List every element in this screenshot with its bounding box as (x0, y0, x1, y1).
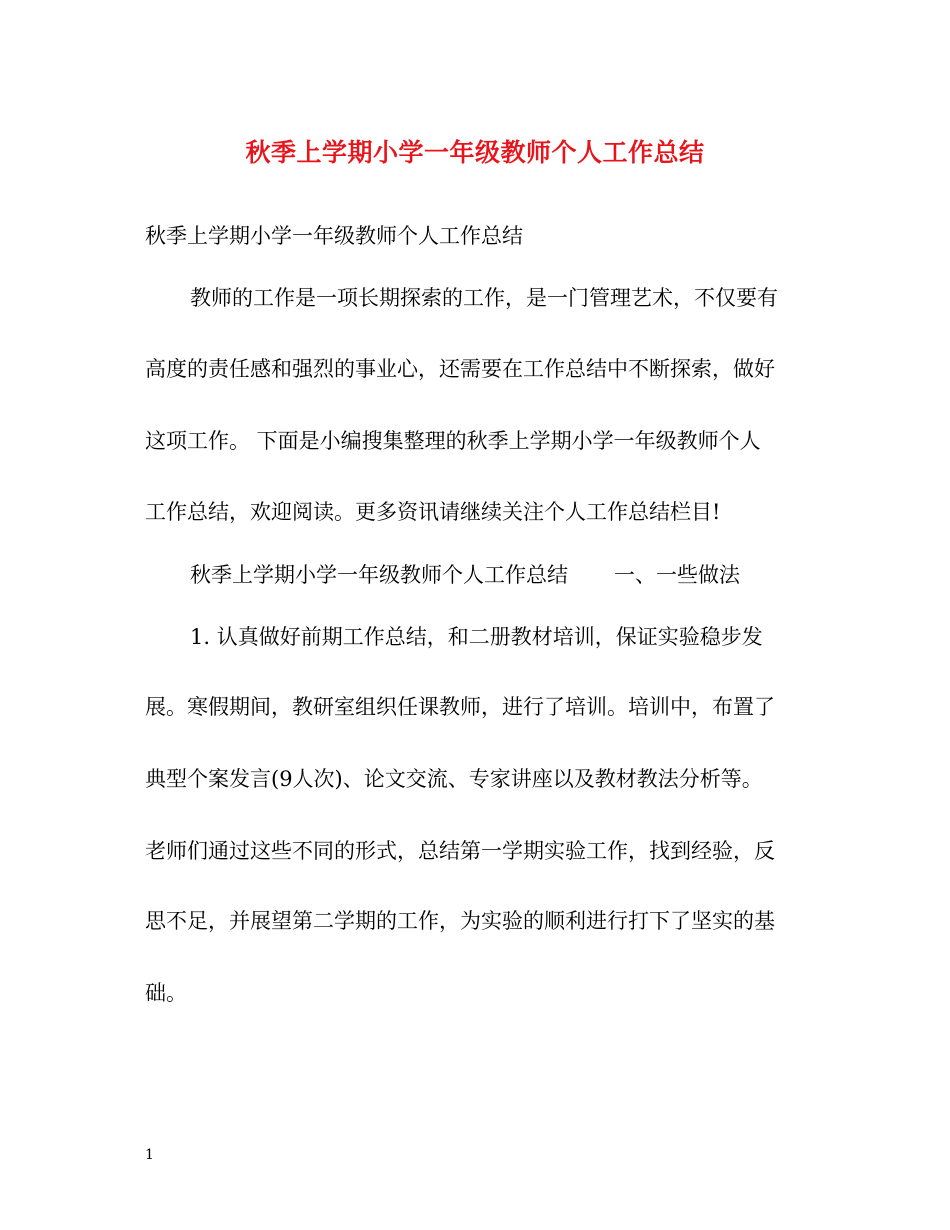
item-line: 展。寒假期间，教研室组织任课教师，进行了培训。培训中，布置了 (145, 695, 775, 719)
section-heading-label: 一、一些做法 (614, 563, 740, 587)
intro-line: 高度的责任感和强烈的事业心，还需要在工作总结中不断探索，做好 (145, 357, 775, 381)
document-subtitle: 秋季上学期小学一年级教师个人工作总结 (145, 224, 523, 248)
intro-line: 这项工作。 下面是小编搜集整理的秋季上学期小学一年级教师个人 (145, 429, 761, 453)
item-line: 典型个案发言(9人次)、论文交流、专家讲座以及教材教法分析等。 (145, 767, 763, 791)
item-line: 思不足，并展望第二学期的工作，为实验的顺利进行打下了坚实的基 (145, 909, 775, 933)
page-number: 1 (145, 1147, 154, 1163)
section-heading-title: 秋季上学期小学一年级教师个人工作总结 (190, 563, 568, 587)
item-line: 1. 认真做好前期工作总结，和二册教材培训，保证实验稳步发 (190, 625, 763, 649)
item-line: 础。 (145, 981, 187, 1005)
intro-line: 教师的工作是一项长期探索的工作，是一门管理艺术，不仅要有 (190, 286, 778, 310)
intro-line: 工作总结，欢迎阅读。更多资讯请继续关注个人工作总结栏目! (145, 500, 721, 524)
section-heading (190, 560, 740, 590)
document-title: 秋季上学期小学一年级教师个人工作总结 (245, 138, 705, 167)
item-line: 老师们通过这些不同的形式，总结第一学期实验工作，找到经验，反 (145, 839, 775, 863)
